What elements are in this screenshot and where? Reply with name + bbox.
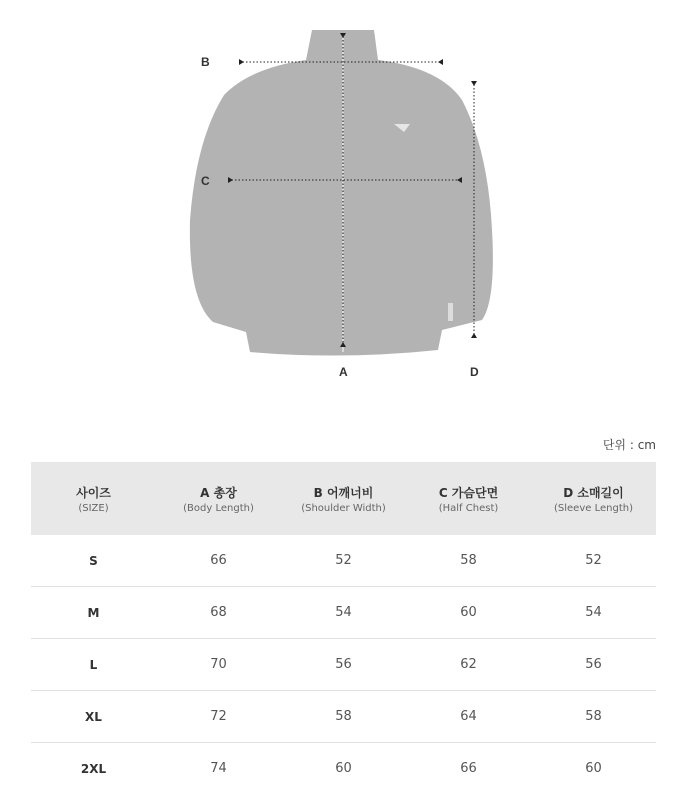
unit-label: 단위 : cm: [603, 436, 656, 453]
shoulder-width-cell: 52: [281, 535, 406, 587]
sleeve-length-cell: 54: [531, 587, 656, 639]
sleeve-length-cell: 56: [531, 639, 656, 691]
size-cell: M: [31, 587, 156, 639]
dimension-d-label: D: [470, 365, 479, 379]
dimension-c-label: C: [201, 174, 210, 188]
body-length-cell: 68: [156, 587, 281, 639]
shoulder-width-cell: 58: [281, 691, 406, 743]
table-row: [31, 691, 656, 743]
table-header-row: [31, 462, 656, 535]
body-length-cell: 70: [156, 639, 281, 691]
body-length-cell: 66: [156, 535, 281, 587]
size-cell: XL: [31, 691, 156, 743]
table-row: [31, 535, 656, 587]
table-row: [31, 587, 656, 639]
half-chest-cell: 64: [406, 691, 531, 743]
size-cell: S: [31, 535, 156, 587]
dimension-b-label: B: [201, 55, 210, 69]
table-row: [31, 639, 656, 691]
half-chest-cell: 58: [406, 535, 531, 587]
table-row: [31, 743, 656, 794]
dimension-a-label: A: [339, 365, 348, 379]
size-chart-table: [31, 462, 656, 794]
header-half-chest: C 가슴단면 (Half Chest): [406, 462, 531, 535]
half-chest-cell: 60: [406, 587, 531, 639]
shoulder-width-cell: 56: [281, 639, 406, 691]
size-cell: L: [31, 639, 156, 691]
sleeve-length-cell: 58: [531, 691, 656, 743]
size-cell: 2XL: [31, 743, 156, 794]
half-chest-cell: 66: [406, 743, 531, 794]
sleeve-length-cell: 60: [531, 743, 656, 794]
half-chest-cell: 62: [406, 639, 531, 691]
header-body-length: A 총장 (Body Length): [156, 462, 281, 535]
header-size: 사이즈 (SIZE): [31, 462, 156, 535]
body-length-cell: 74: [156, 743, 281, 794]
body-length-cell: 72: [156, 691, 281, 743]
shoulder-width-cell: 60: [281, 743, 406, 794]
tag-icon: [448, 303, 453, 321]
header-sleeve-length: D 소매길이 (Sleeve Length): [531, 462, 656, 535]
sleeve-length-cell: 52: [531, 535, 656, 587]
shoulder-width-cell: 54: [281, 587, 406, 639]
header-shoulder-width: B 어깨너비 (Shoulder Width): [281, 462, 406, 535]
jacket-body-shape: [190, 30, 493, 356]
